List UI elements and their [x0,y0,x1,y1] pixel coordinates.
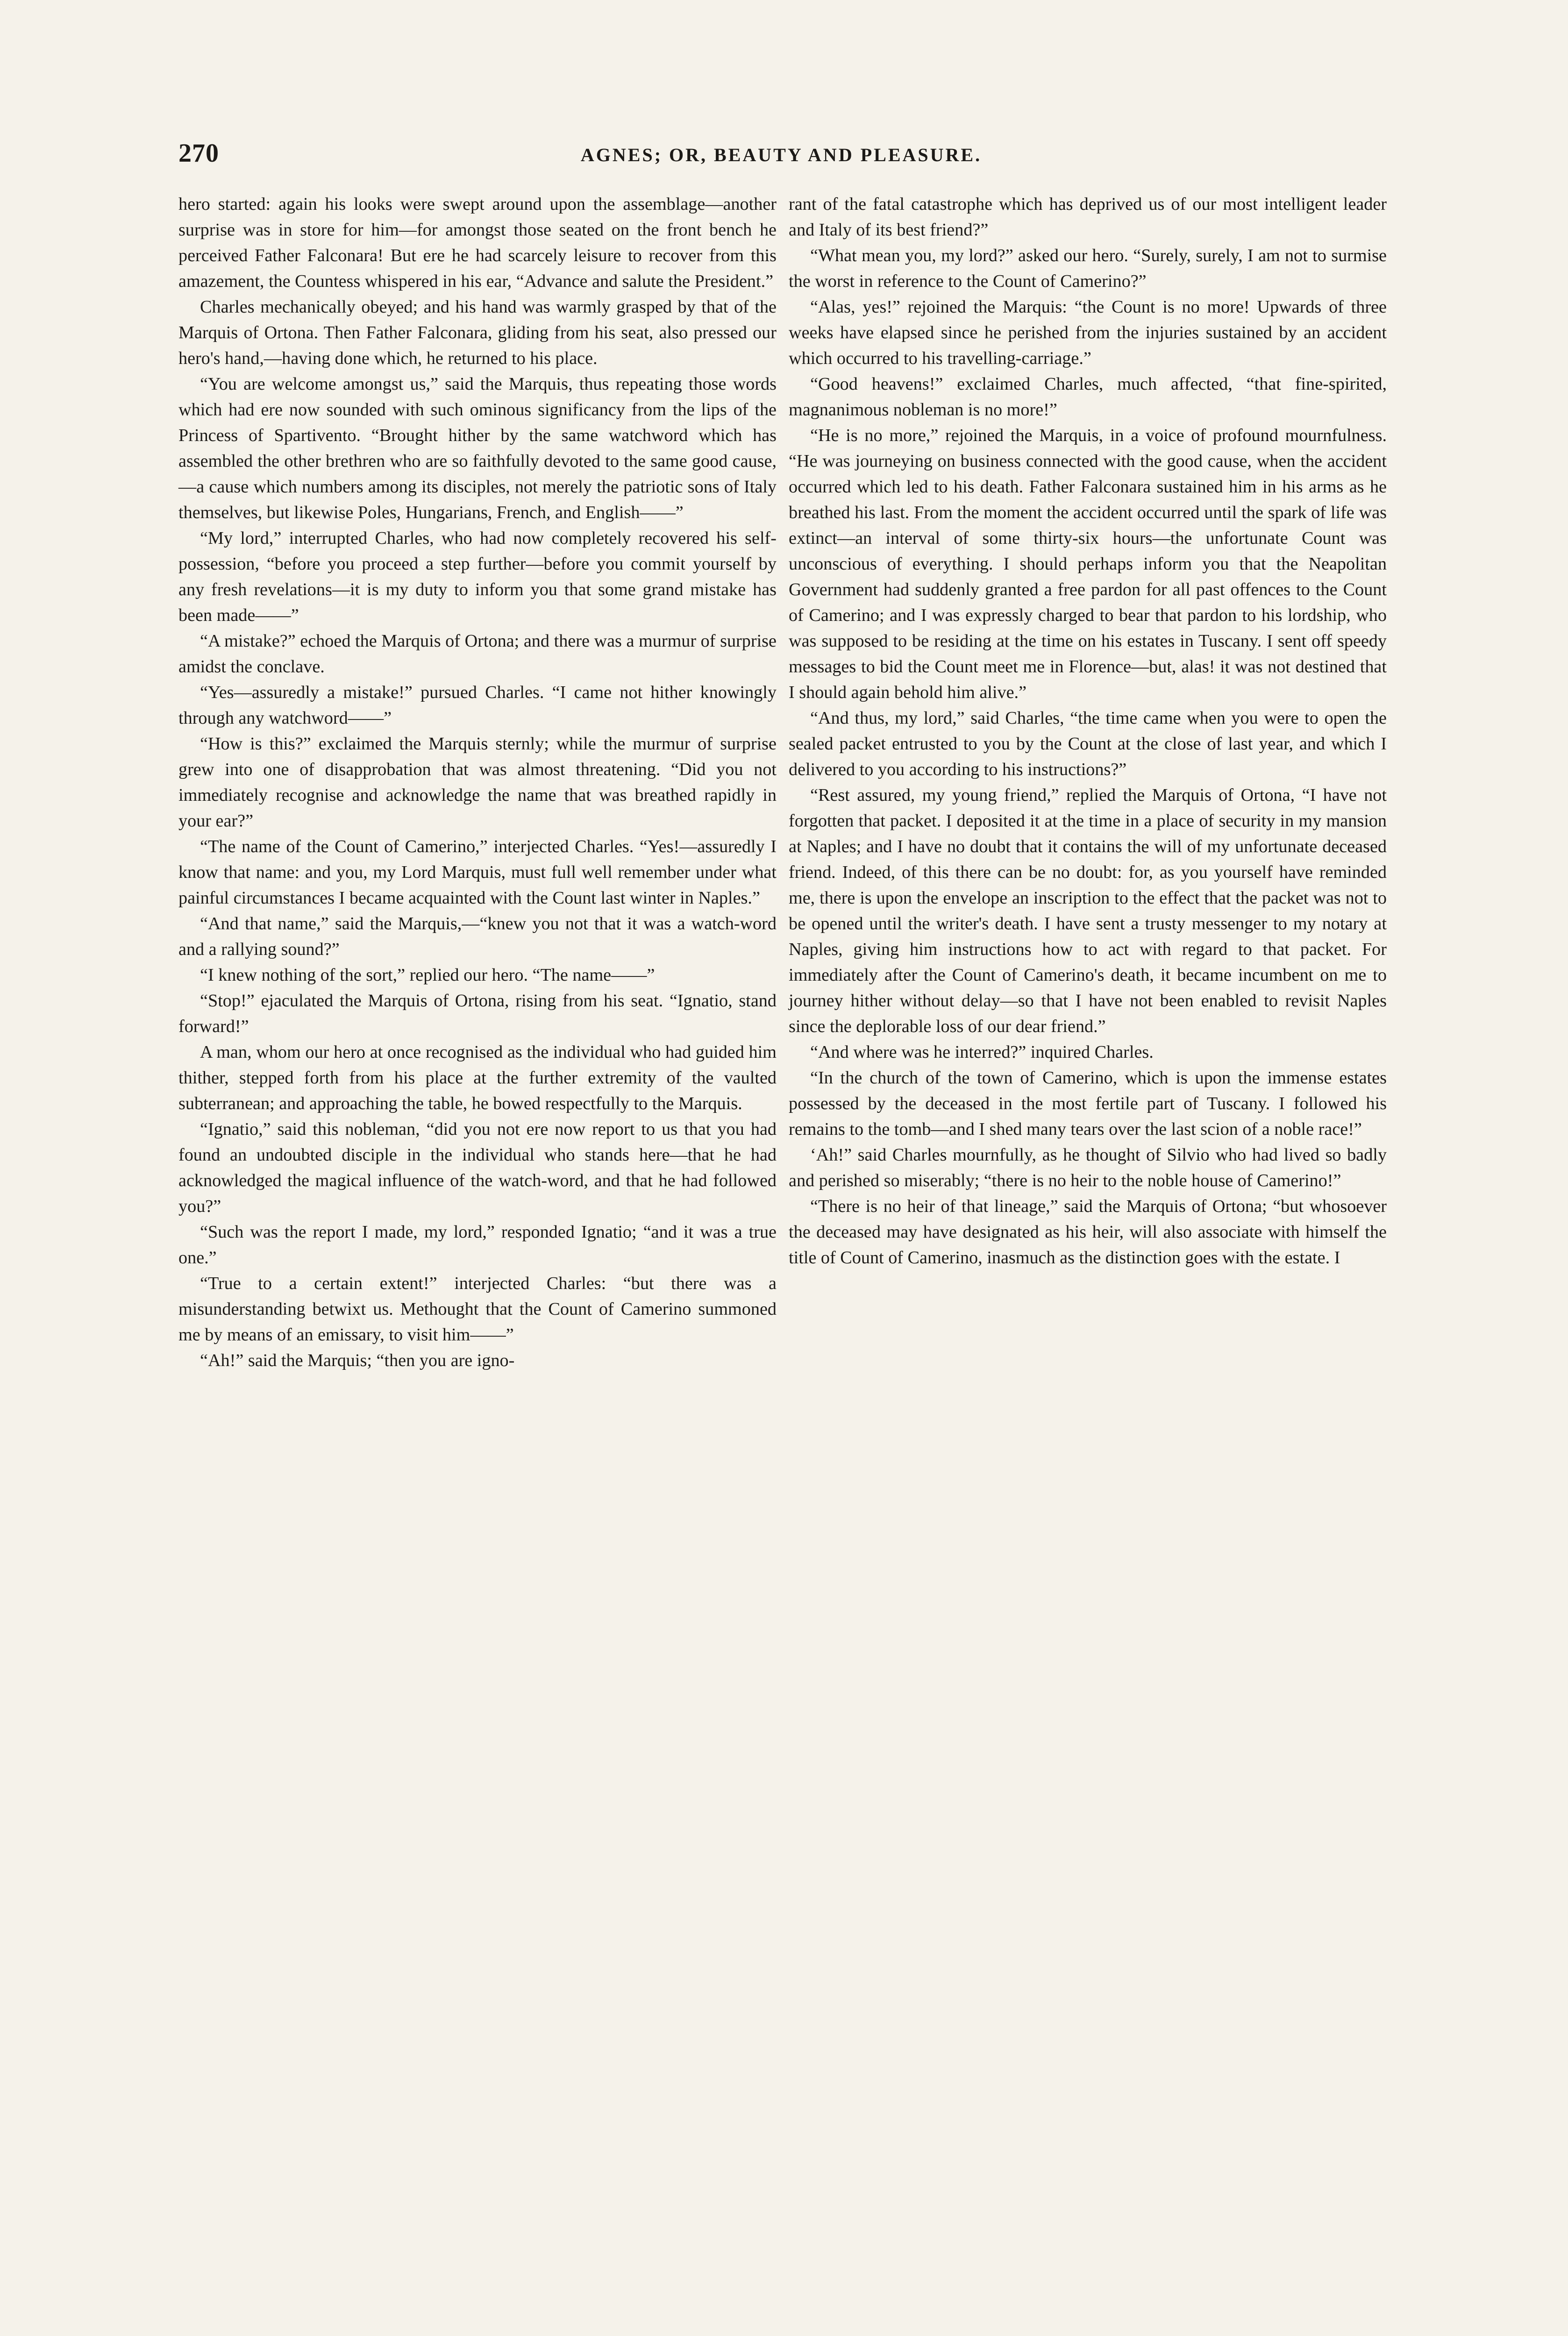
paragraph: “In the church of the town of Camerino, which is upon the immense estates possessed by the deceased in the most fertile part of Tuscany. I followed his remains to the tomb—and I shed many tears over the last scion of a noble race!” [789,1068,1387,1139]
paragraph: “And that name,” said the Marquis,—“knew you not that it was a watch-word and a rallying sound?” [178,914,777,959]
running-title: AGNES; OR, BEAUTY AND PLEASURE. [580,144,982,165]
page-header [178,138,1384,176]
paragraph: “What mean you, my lord?” asked our hero. “Surely, surely, I am not to surmise the worst in reference to the Count of Camerino?” [789,246,1387,291]
paragraph: “How is this?” exclaimed the Marquis sternly; while the murmur of surprise grew into one of disapprobation that was almost threatening. “Did you not immediately recognise and acknowledge the name that was breathed rapidly in your ear?” [178,734,777,831]
paragraph: hero started: again his looks were swept around upon the assemblage—another surprise was in store for him—for amongst those seated on the front bench he perceived Father Falconara! But ere he had scarcely leisure to recover from this amazement, the Countess whispered in his ear, “Advance and salute the President.” [178,194,777,291]
paragraph: “A mistake?” echoed the Marquis of Ortona; and there was a murmur of surprise amidst the conclave. [178,631,777,677]
paragraph: “You are welcome amongst us,” said the Marquis, thus repeating those words which had ere now sounded with such ominous significancy from the lips of the Princess of Spartivento. “Brought hither by the same watchword which has assembled the other brethren who are so faithfully devoted to the same good cause,—a cause which numbers among its disciples, not merely the patriotic sons of Italy themselves, but likewise Poles, Hungarians, French, and English——” [178,374,777,522]
paragraph: “Good heavens!” exclaimed Charles, much affected, “that fine-spirited, magnanimous nobleman is no more!” [789,374,1387,420]
left-column [178,192,777,1374]
paragraph: “Yes—assuredly a mistake!” pursued Charles. “I came not hither knowingly through any watchword——” [178,683,777,728]
paragraph: “And thus, my lord,” said Charles, “the time came when you were to open the sealed packet entrusted to you by the Count at the close of last year, and which I delivered to you according to his instructions?” [789,708,1387,779]
paragraph: “And where was he interred?” inquired Charles. [810,1042,1154,1062]
paragraph: “Alas, yes!” rejoined the Marquis: “the Count is no more! Upwards of three weeks have elapsed since he perished from the injuries sustained by an accident which occurred to his travelling-carriage.” [789,297,1387,368]
paragraph: “True to a certain extent!” interjected Charles: “but there was a misunderstanding betwixt us. Methought that the Count of Camerino summoned me by means of an emissary, to visit him——” [178,1274,777,1345]
paragraph: “Ignatio,” said this nobleman, “did you not ere now report to us that you had found an undoubted disciple in the individual who stands here—that he had acknowledged the magical influence of the watch-word, and that he had followed you?” [178,1119,777,1216]
page-number: 270 [178,139,219,168]
paragraph: “I knew nothing of the sort,” replied our hero. “The name——” [200,965,655,985]
paragraph: “Ah!” said the Marquis; “then you are igno- [200,1351,515,1370]
paragraph: “The name of the Count of Camerino,” interjected Charles. “Yes!—assuredly I know that name: and you, my Lord Marquis, must full well remember under what painful circumstances I became acquainted with the Count last winter in Naples.” [178,837,777,908]
paragraph: “Stop!” ejaculated the Marquis of Ortona, rising from his seat. “Ignatio, stand forward!” [178,991,777,1036]
paragraph: “Such was the report I made, my lord,” responded Ignatio; “and it was a true one.” [178,1222,777,1268]
right-column [789,192,1387,1271]
paragraph: rant of the fatal catastrophe which has deprived us of our most intelligent leader and Italy of its best friend?” [789,194,1387,240]
paragraph: A man, whom our hero at once recognised as the individual who had guided him thither, stepped forth from his place at the further extremity of the vaulted subterranean; and approaching the table, he bowed respectfully to the Marquis. [178,1042,777,1113]
paragraph: Charles mechanically obeyed; and his hand was warmly grasped by that of the Marquis of Ortona. Then Father Falconara, gliding from his seat, also pressed our hero's hand,—having done which, he returned to his place. [178,297,777,368]
paragraph: “There is no heir of that lineage,” said the Marquis of Ortona; “but whosoever the deceased may have designated as his heir, will also associate with himself the title of Count of Camerino, inasmuch as the distinction goes with the estate. I [789,1196,1387,1268]
paragraph: ‘Ah!” said Charles mournfully, as he thought of Silvio who had lived so badly and perished so miserably; “there is no heir to the noble house of Camerino!” [789,1145,1387,1190]
paragraph: “My lord,” interrupted Charles, who had now completely recovered his self-possession, “before you proceed a step further—before you commit yourself by any fresh revelations—it is my duty to inform you that some grand mistake has been made——” [178,528,777,625]
paragraph: “Rest assured, my young friend,” replied the Marquis of Ortona, “I have not forgotten that packet. I deposited it at the time in a place of security in my mansion at Naples; and I have no doubt that it contains the will of my unfortunate deceased friend. Indeed, of this there can be no doubt: for, as you yourself have reminded me, there is upon the envelope an inscription to the effect that the packet was not to be opened until the writer's death. I have sent a trusty messenger to my notary at Naples, giving him instructions how to act with regard to that packet. For immediately after the Count of Camerino's death, it became incumbent on me to journey hither without delay—so that I have not been enabled to revisit Naples since the deplorable loss of our dear friend.” [789,785,1387,1036]
paragraph: “He is no more,” rejoined the Marquis, in a voice of profound mournfulness. “He was journeying on business connected with the good cause, when the accident occurred which led to his death. Father Falconara sustained him in his arms as he breathed his last. From the moment the accident occurred until the spark of life was extinct—an interval of some thirty-six hours—the unfortunate Count was unconscious of everything. I should perhaps inform you that the Neapolitan Government had suddenly granted a free pardon for all past offences to the Count of Camerino; and I was expressly charged to bear that pardon to his lordship, who was supposed to be residing at the time on his estates in Tuscany. I sent off speedy messages to bid the Count meet me in Florence—but, alas! it was not destined that I should again behold him alive.” [789,426,1387,702]
